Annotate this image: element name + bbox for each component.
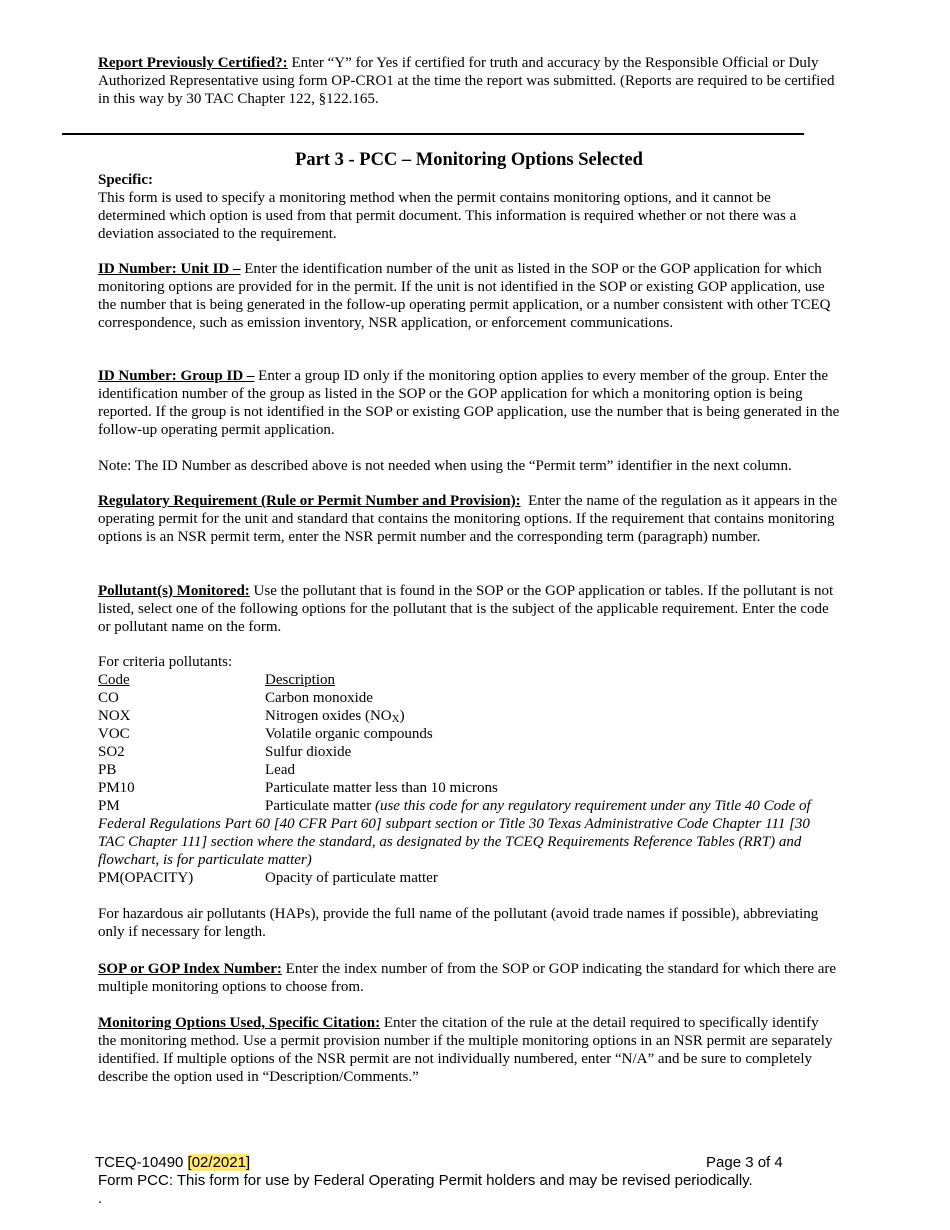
code-header: Code	[98, 672, 130, 688]
pollutant-code: NOX	[98, 708, 131, 724]
group-id-label: ID Number: Group ID –	[98, 368, 255, 384]
section-divider	[62, 133, 804, 135]
description-header: Description	[265, 672, 335, 688]
note-paragraph: Note: The ID Number as described above is not needed when using the “Permit term” identifier in the next column.	[98, 458, 792, 474]
pollutant-description: Particulate matter	[265, 798, 375, 814]
specific-section	[98, 171, 840, 243]
specific-label: Specific:	[98, 172, 153, 188]
pollutant-description: Lead	[265, 762, 295, 778]
pm-note: (use this code for any regulatory requirement under any Title 40 Code of Federal Regulations Part 60 [40 CFR Part 60] subpart section or Title 30 Texas Administrative Code Chapter 111 [30 TAC Chapter 111] section where the standard, as designated by the TCEQ Requirements Reference Tables (RRT) and flowchart, is for particulate matter)	[98, 798, 811, 868]
pollutant-description: Particulate matter less than 10 microns	[265, 780, 498, 796]
pollutant-code: PB	[98, 762, 117, 778]
index-text: Enter the index number of from the SOP or GOP indicating the standard for which there are multiple monitoring options to choose from.	[98, 961, 837, 995]
table-row	[98, 707, 405, 725]
pollutants-text: Use the pollutant that is found in the SOP or the GOP application or tables. If the pollutant is not listed, select one of the following options for the pollutant that is the subject of the applicable requirement. Enter the code or pollutant name on the form.	[98, 583, 834, 635]
pollutant-subscript: X	[391, 713, 400, 725]
report-certified-label: Report Previously Certified?:	[98, 55, 288, 71]
regulatory-label: Regulatory Requirement (Rule or Permit Number and Provision):	[98, 493, 521, 509]
regulatory-text: Enter the name of the regulation as it appears in the operating permit for the unit and standard that contains the monitoring options. If the requirement that contains monitoring options is an NSR permit term, enter the NSR permit number and the corresponding term (paragraph) number.	[98, 493, 841, 545]
specific-text: This form is used to specify a monitoring method when the permit contains monitoring options, and it cannot be determined which option is used from that permit document. This information is required whether or not there was a deviation associated to the requirement.	[98, 190, 797, 242]
unit-id-text: Enter the identification number of the unit as listed in the SOP or the GOP application for which monitoring options are provided for in the permit. If the unit is not identified in the SOP or existing GOP application, use the number that is being generated in the follow-up operating permit application, or a number consistent with other TCEQ correspondence, such as emission inventory, NSR application, or enforcement communications.	[98, 261, 831, 331]
table-row	[98, 869, 438, 887]
footer-dot: .	[98, 1190, 103, 1207]
pollutant-description: Volatile organic compounds	[265, 726, 433, 742]
pollutant-code: VOC	[98, 726, 130, 742]
table-row	[98, 761, 295, 779]
pollutants-paragraph	[98, 582, 840, 636]
pollutant-code: CO	[98, 690, 119, 706]
criteria-header-row	[98, 671, 335, 689]
criteria-intro: For criteria pollutants:	[98, 654, 233, 670]
report-certified-paragraph	[98, 54, 840, 108]
group-id-text: Enter a group ID only if the monitoring option applies to every member of the group. Enter the identification number of the group as listed in the SOP or the GOP application for which a monitoring option is being reported. If the group is not identified in the SOP or existing GOP application, use the number that is being generated in the follow-up operating permit application.	[98, 368, 840, 438]
footer-note: Form PCC: This form for use by Federal Operating Permit holders and may be revised periodically.	[98, 1172, 753, 1189]
pollutant-description: Carbon monoxide	[265, 690, 373, 706]
pollutant-description: Sulfur dioxide	[265, 744, 352, 760]
pollutant-description-tail: )	[399, 708, 405, 724]
monitoring-paragraph	[98, 1014, 840, 1086]
pollutant-code: PM	[98, 798, 120, 814]
pollutant-description: Nitrogen oxides (NO	[265, 708, 392, 724]
form-id: TCEQ-10490	[95, 1154, 184, 1171]
index-label: SOP or GOP Index Number:	[98, 961, 282, 977]
haps-paragraph: For hazardous air pollutants (HAPs), provide the full name of the pollutant (avoid trade names if possible), abbreviating only if necessary for length.	[98, 906, 819, 940]
group-id-paragraph	[98, 367, 843, 439]
unit-id-label: ID Number: Unit ID –	[98, 261, 241, 277]
pollutant-code: PM10	[98, 780, 135, 796]
pollutant-description: Opacity of particulate matter	[265, 870, 438, 886]
pollutants-label: Pollutant(s) Monitored:	[98, 583, 250, 599]
unit-id-paragraph	[98, 260, 840, 332]
table-row	[98, 779, 498, 797]
monitoring-label: Monitoring Options Used, Specific Citation:	[98, 1015, 381, 1031]
page-title: Part 3 - PCC – Monitoring Options Selected	[295, 150, 643, 170]
regulatory-paragraph	[98, 492, 840, 546]
table-row-pm	[98, 797, 840, 869]
footer-form-id	[95, 1154, 250, 1172]
index-paragraph	[98, 960, 840, 996]
report-certified-text: Enter “Y” for Yes if certified for truth and accuracy by the Responsible Official or Duly Authorized Representative using form OP-CRO1 at the time the report was submitted. (Reports are required to be certified in this way by 30 TAC Chapter 122, §122.165.	[98, 55, 835, 107]
form-date: [02/2021]	[187, 1154, 251, 1171]
monitoring-text: Enter the citation of the rule at the detail required to specifically identify the monitoring method. Use a permit provision number if the multiple monitoring options in an NSR permit are separately identified. If multiple options of the NSR permit are not individually numbered, enter “N/A” and be sure to completely describe the option used in “Description/Comments.”	[98, 1015, 833, 1085]
table-row	[98, 725, 433, 743]
pollutant-code: PM(OPACITY)	[98, 870, 194, 886]
table-row	[98, 689, 373, 707]
pollutant-code: SO2	[98, 744, 125, 760]
page-number: Page 3 of 4	[706, 1154, 783, 1171]
table-row	[98, 743, 351, 761]
